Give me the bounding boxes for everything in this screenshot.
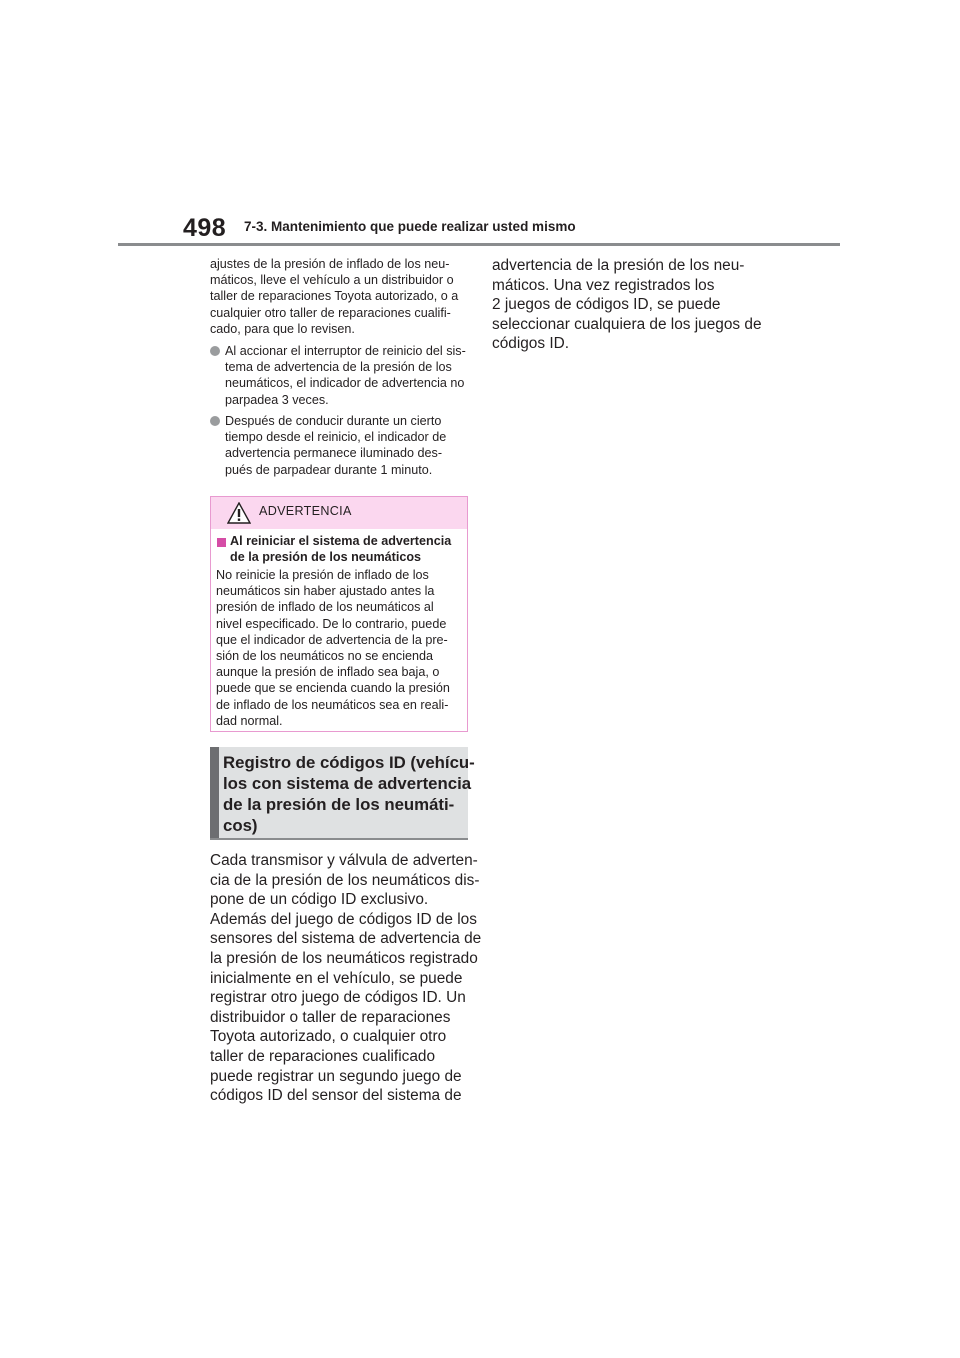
section-title [223,752,475,836]
text-line: presión de inflado de los neumáticos al [216,600,434,615]
text-line: parpadea 3 veces. [225,392,329,407]
bullet-dot-icon [210,416,220,426]
text-line: pone de un código ID exclusivo. [210,891,429,909]
header-divider [118,243,840,246]
text-line: No reinicie la presión de inflado de los [216,568,429,582]
text-line: cos) [223,816,258,835]
warning-square-icon [217,538,226,547]
text-line: de la presión de los neumáti- [223,795,455,814]
warning-triangle-icon [227,502,251,524]
text-line: máticos, lleve el vehículo a un distribuidor o [210,273,454,288]
body-paragraph-left [210,851,482,1106]
text-line: neumáticos sin haber ajustado antes la [216,584,435,599]
text-line: taller de reparaciones cualificado [210,1047,436,1065]
text-line: sión de los neumáticos no se encienda [216,649,434,664]
text-line: los con sistema de advertencia [223,774,472,793]
text-line: neumáticos, el indicador de advertencia no [225,376,465,391]
text-line: 2 juegos de códigos ID, se puede [492,296,721,314]
text-line: máticos. Una vez registrados los [492,276,715,294]
body-paragraph-right [492,256,762,354]
text-line: Después de conducir durante un cierto [225,414,442,428]
text-line: pués de parpadear durante 1 minuto. [225,462,433,477]
warning-box [210,496,468,732]
text-line: Al accionar el interruptor de reinicio del sis- [225,344,466,358]
bullet-dot-icon [210,346,220,356]
warning-body [216,567,450,729]
text-line: tiempo desde el reinicio, el indicador de [225,430,447,445]
text-line: códigos ID del sensor del sistema de [210,1087,462,1105]
text-line: taller de reparaciones Toyota autorizado, o a [210,289,459,304]
text-line: la presión de los neumáticos registrado [210,949,478,967]
text-line: registrar otro juego de códigos ID. Un [210,989,466,1007]
text-line: cualquier otro taller de reparaciones cualifi- [210,305,451,320]
text-line: Registro de códigos ID (vehícu- [223,753,475,772]
text-line: Al reiniciar el sistema de advertencia [230,534,452,548]
section-heading-box [210,747,475,840]
text-line: puede que se encienda cuando la presión [216,681,450,696]
text-line: Además del juego de códigos ID de los [210,910,477,928]
text-line: de inflado de los neumáticos sea en reali- [216,697,449,712]
warning-title: ADVERTENCIA [259,504,352,518]
text-line: inicialmente en el vehículo, se puede [210,969,463,987]
text-line: códigos ID. [492,335,569,353]
page-number: 498 [183,214,227,242]
section-accent-bar [210,747,219,838]
text-line: seleccionar cualquiera de los juegos de [492,315,762,333]
text-line: tema de advertencia de la presión de los [225,360,452,375]
text-line: cado, para que lo revisen. [210,321,355,336]
text-line: puede registrar un segundo juego de [210,1067,462,1085]
text-line: distribuidor o taller de reparaciones [210,1008,451,1026]
text-line: nivel especificado. De lo contrario, puede [216,616,447,631]
text-line: sensores del sistema de advertencia de [210,930,482,948]
text-line: dad normal. [216,713,283,728]
text-line: advertencia de la presión de los neu- [492,257,745,274]
warning-header [211,497,467,529]
text-line: de la presión de los neumáticos [230,550,422,564]
chapter-title: 7-3. Mantenimiento que puede realizar usted mismo [244,219,576,234]
text-line: que el indicador de advertencia de la pre- [216,632,448,647]
warning-subheading [230,533,451,565]
text-line: ajustes de la presión de inflado de los neu- [210,257,450,271]
intro-paragraph [210,256,472,337]
text-line: Cada transmisor y válvula de adverten- [210,852,478,869]
text-line: cia de la presión de los neumáticos dis- [210,871,480,889]
text-line: Toyota autorizado, o cualquier otro [210,1028,447,1046]
text-line: advertencia permanece iluminado des- [225,446,443,461]
text-line: aunque la presión de inflado sea baja, o [216,665,440,680]
